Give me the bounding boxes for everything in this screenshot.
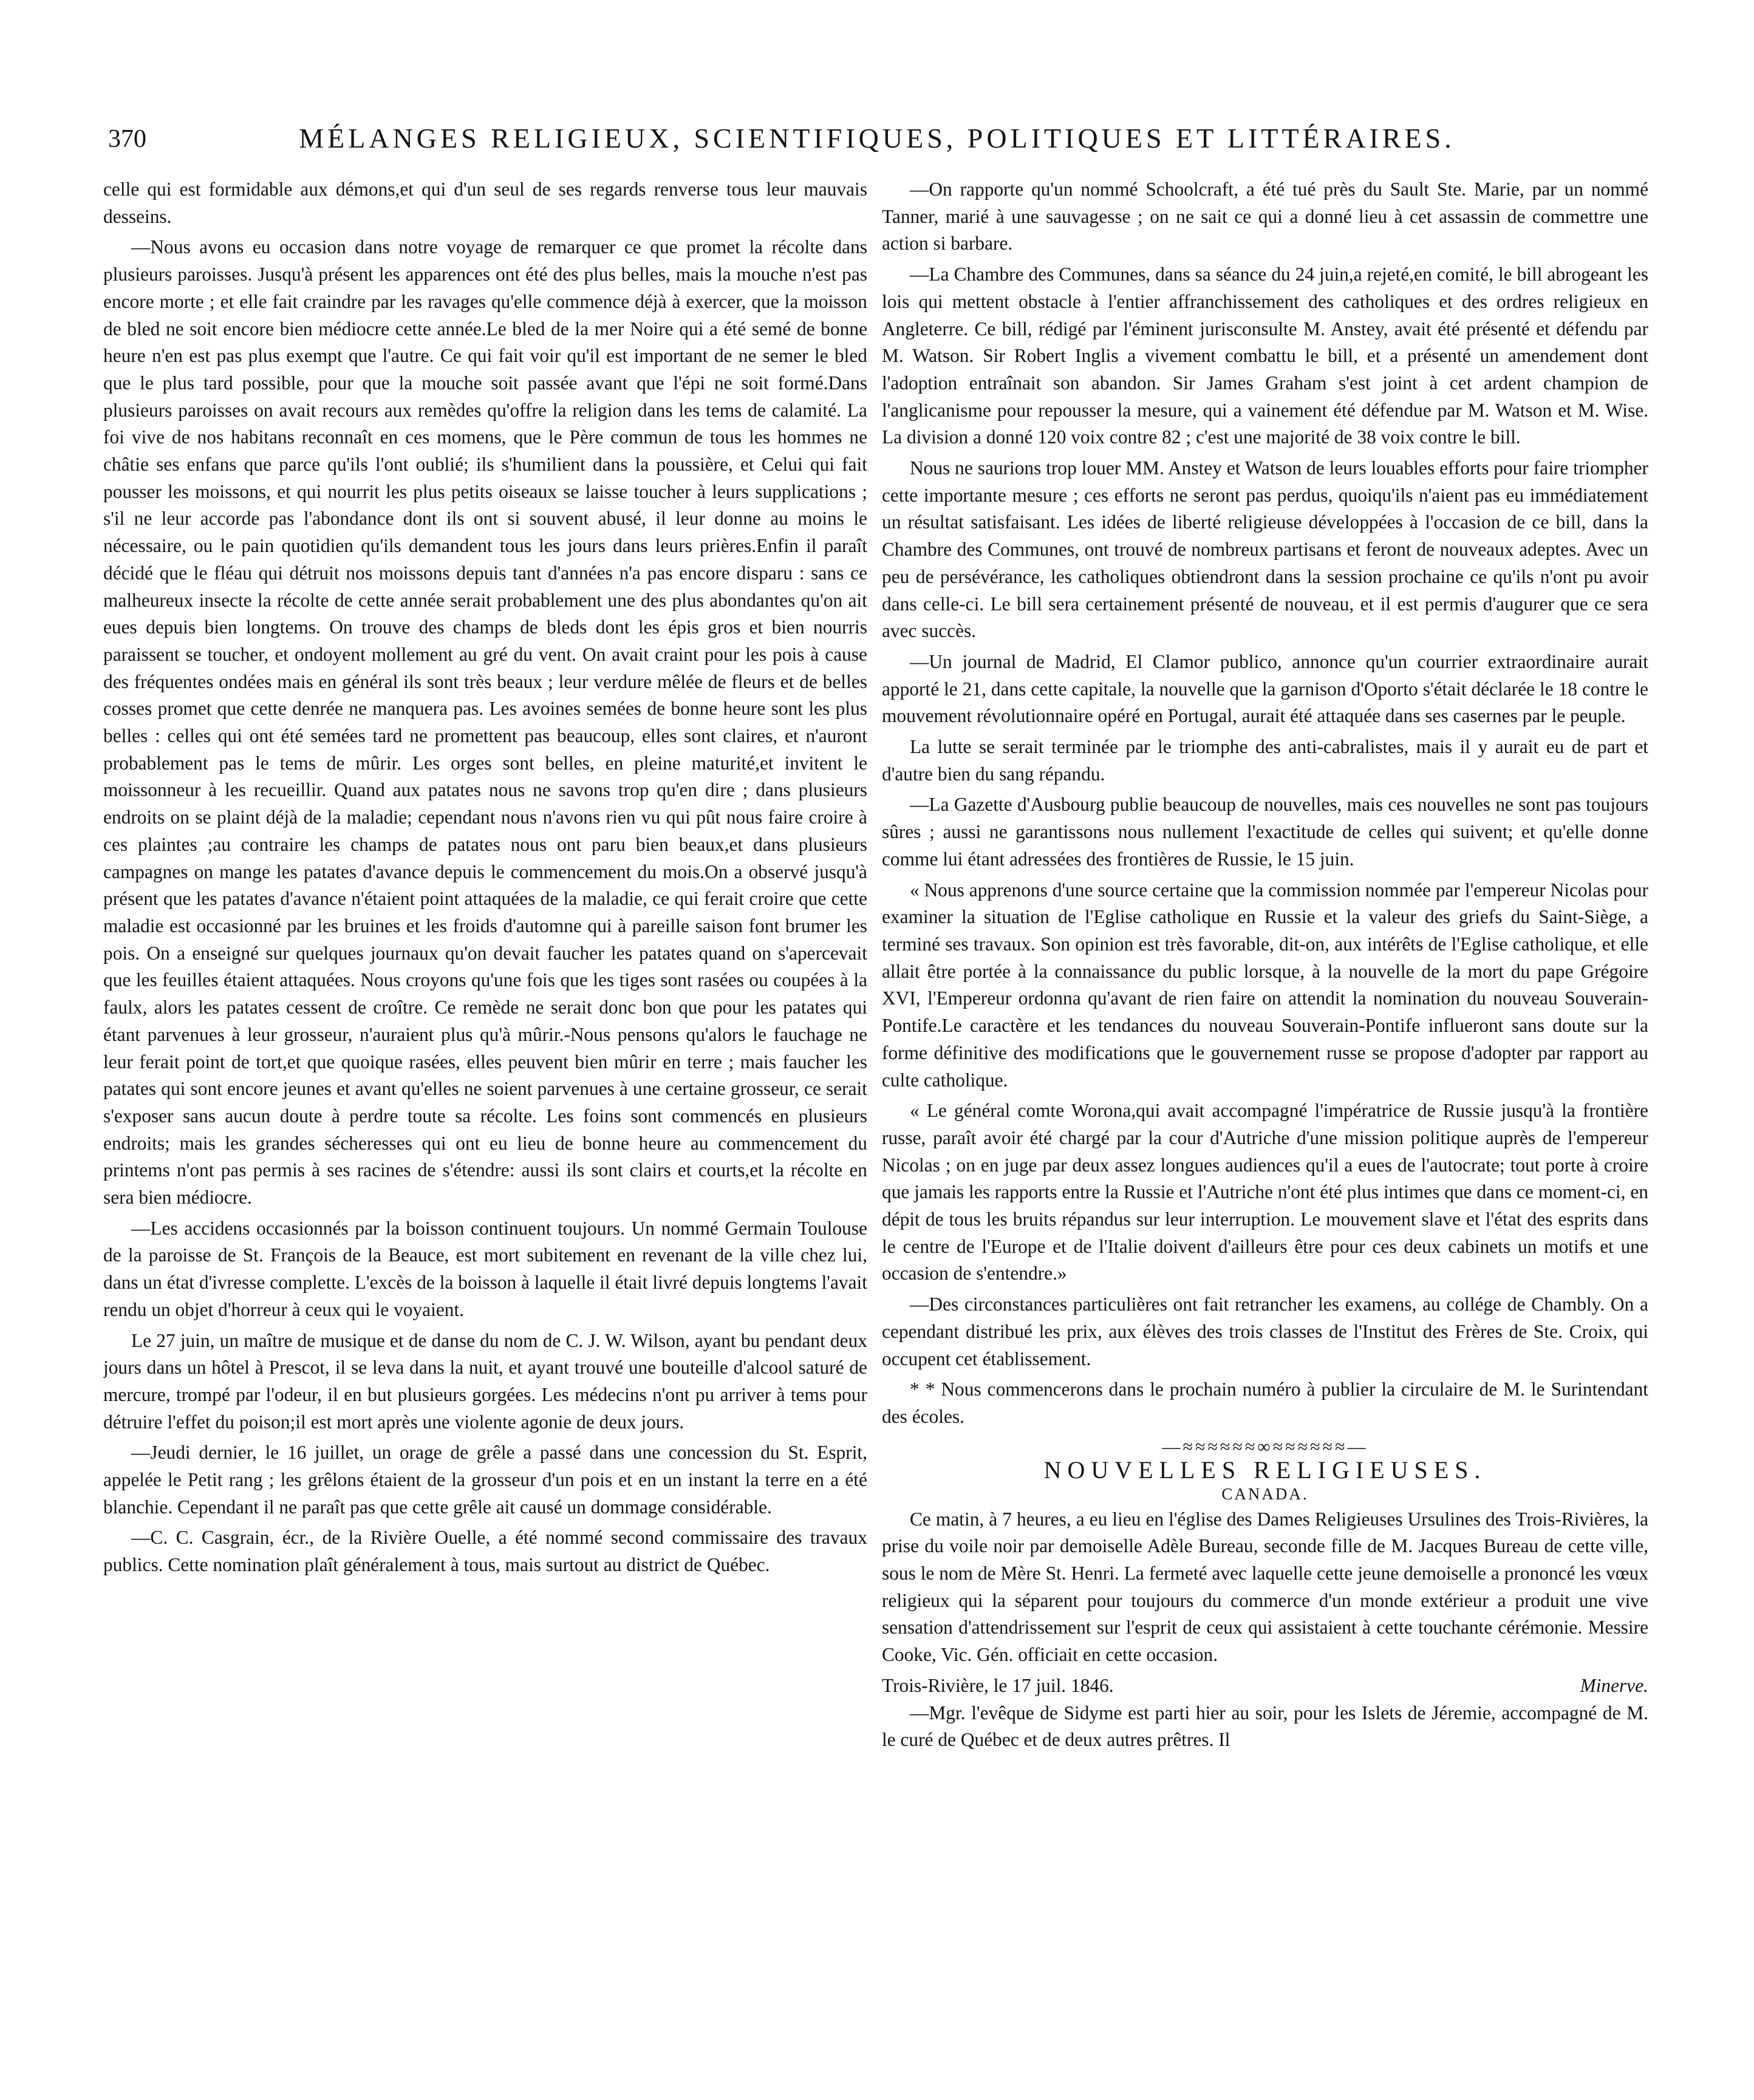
article-paragraph: —Mgr. l'evêque de Sidyme est parti hier au soir, pour les Islets de Jéremie, accompagné de M. le curé de Québec et de deux autres prêtres. Il — [882, 1702, 1648, 1751]
article-paragraph: —C. C. Casgrain, écr., de la Rivière Ouelle, a été nommé second commissaire des travaux publics. Cette nomination plaît généralement à tous, mais surtout au district de Québec. — [103, 1527, 867, 1576]
article-paragraph: —Les accidens occasionnés par la boisson continuent toujours. Un nommé Germain Toulouse de la paroisse de St. François de la Beauce, est mort subitement en revenant de la ville chez lui, dans un état d'ivresse complette. L'excès de la boisson à laquelle il était livré depuis longtems l'avait rendu un objet d'horreur à ceux qui le voyaient. — [103, 1217, 867, 1320]
signature-source: Minerve. — [1580, 1674, 1648, 1696]
article-paragraph: —La Gazette d'Ausbourg publie beaucoup de nouvelles, mais ces nouvelles ne sont pas toujours sûres ; aussi ne garantissons nous nullement l'exactitude de celles qui suivent; et qu'elle donne comme lui étant adressées des frontières de Russie, le 15 juin. — [882, 794, 1648, 870]
section-ornament: —≈≈≈≈≈≈∞≈≈≈≈≈≈— — [1162, 1436, 1368, 1457]
section-title: NOUVELLES RELIGIEUSES. — [1043, 1456, 1487, 1484]
article-paragraph: —Un journal de Madrid, El Clamor publico, annonce qu'un courrier extraordinaire aurait apporté le 21, dans cette capitale, la nouvelle que la garnison d'Oporto s'était déclarée le 18 contre le mouvement révolutionnaire opéré en Portugal, aurait été attaquée dans ses casernes par le peuple. — [882, 650, 1648, 727]
article-paragraph: * * Nous commencerons dans le prochain numéro à publier la circulaire de M. le Surintendant des écoles. — [882, 1379, 1648, 1427]
article-paragraph: Le 27 juin, un maître de musique et de danse du nom de C. J. W. Wilson, ayant bu pendant deux jours dans un hôtel à Prescot, il se leva dans la nuit, et ayant trouvé une bouteille d'alcool saturé de mercure, trompé par l'odeur, il en but plusieurs gorgées. Les médecins n'ont pu arriver à tems pour détruire l'effet du poison;il est mort après une violente agonie de deux jours. — [103, 1329, 867, 1433]
signature-line — [882, 1672, 1648, 1700]
article-paragraph: La lutte se serait terminée par le triomphe des anti-cabralistes, mais il y aurait eu de part et d'autre bien du sang répandu. — [882, 736, 1648, 785]
page-header — [0, 118, 1754, 155]
article-paragraph: —On rapporte qu'un nommé Schoolcraft, a été tué près du Sault Ste. Marie, par un nommé Tanner, marié à une sauvagesse ; on ne sait ce qui a donné lieu à cet assassin de commettre une action si barbare. — [882, 179, 1648, 254]
page-number: 370 — [108, 125, 146, 153]
article-paragraph: —Des circonstances particulières ont fait retrancher les examens, au collége de Chambly. On a cependant distribué les prix, aux élèves des trois classes de l'Institut des Frères de Ste. Croix, qui occupent cet établissement. — [882, 1294, 1648, 1369]
article-paragraph: « Nous apprenons d'une source certaine que la commission nommée par l'empereur Nicolas pour examiner la situation de l'Eglise catholique en Russie et la valeur des griefs du Saint-Siège, a terminé ses travaux. Son opinion est très favorable, dit-on, aux intérêts de l'Eglise catholique, et elle allait être portée à la connaissance du public lorsque, à la nouvelle de la mort du pape Grégoire XVI, l'Empereur ordonna qu'avant de rien faire on attendit la nomination du nouveau Souverain-Pontife.Le caractère et les tendances du nouveau Souverain-Pontife influeront sans doute sur la forme définitive des modifications que le gouvernement russe se propose d'adopter par rapport au culte catholique. — [882, 879, 1648, 1091]
left-column — [103, 176, 867, 2089]
section-subtitle: CANADA. — [1221, 1484, 1309, 1503]
signature-place: Trois-Rivière, le 17 juil. 1846. — [882, 1674, 1114, 1696]
article-paragraph: « Le général comte Worona,qui avait accompagné l'impératrice de Russie jusqu'à la frontière russe, paraît avoir été chargé par la cour d'Autriche d'une mission politique auprès de l'empereur Nicolas ; on en juge par deux assez longues audiences qu'il a eues de l'autocrate; tout porte à croire que jamais les rapports entre la Russie et l'Autriche n'ont été plus intimes que dans ce moment-ci, en dépit de tous les bruits répandus sur leur interruption. Le mouvement slave et l'état des esprits dans le centre de l'Europe et de l'Italie doivent d'ailleurs être pour ces deux cabinets un motifs et une occasion de s'entendre.» — [882, 1100, 1648, 1284]
article-paragraph: Nous ne saurions trop louer MM. Anstey et Watson de leurs louables efforts pour faire triompher cette importante mesure ; ces efforts ne seront pas perdus, quoiqu'ils n'aient pas eu immédiatement un résultat satisfaisant. Les idées de liberté religieuse développées à l'occasion de ce bill, dans la Chambre des Communes, ont trouvé de nombreux partisans et feront de nouveaux adeptes. Avec un peu de persévérance, les catholiques obtiendront dans la session prochaine ce qu'ils n'ont pu avoir dans celle-ci. Le bill sera certainement présenté de nouveau, et il est permis d'augurer que ce sera avec succès. — [882, 457, 1648, 642]
article-paragraph: —Nous avons eu occasion dans notre voyage de remarquer ce que promet la récolte dans plusieurs paroisses. Jusqu'à présent les apparences ont été des plus belles, mais la mouche n'est pas encore morte ; et elle fait craindre par les ravages qu'elle commence déjà à exercer, que la moisson de bled ne soit encore bien médiocre cette année.Le bled de la mer Noire qui a été semé de bonne heure n'en est pas plus exempt que l'autre. Ce qui fait voir qu'il est important de ne semer le bled que le plus tard possible, pour que la mouche soit passée avant que l'épi ne soit formé.Dans plusieurs paroisses on avait recours aux remèdes qu'offre la religion dans les tems de calamité. La foi vive de nos habitans reconnaît en ces momens, que le Père commun de tous les hommes ne châtie ses enfans que parce qu'ils l'ont oublié; ils s'humilient dans la poussière, et Celui qui fait pousser les moissons, et qui nourrit les plus petits oiseaux se laisse toucher à leurs supplications ; s'il ne leur accorde pas l'abondance dont ils ont si souvent abusé, il leur donne au moins le nécessaire, ou le pain quotidien qu'ils demandent tous les jours dans leurs prières.Enfin il paraît décidé que le fléau qui détruit nos moissons depuis tant d'années n'a pas encore disparu : sans ce malheureux insecte la récolte de cette année serait probablement une des plus abondantes qu'on ait eues depuis bien longtems. On trouve des champs de bleds dont les épis gros et bien nourris paraissent se toucher, et ondoyent mollement au gré du vent. On avait craint pour les pois à cause des fréquentes ondées mais en général ils sont très beaux ; leur verdure mêlée de fleurs et de belles cosses promet que cette denrée ne manquera pas. Les avoines semées de bonne heure sont les plus belles : celles qui ont été semées tard ne promettent pas beaucoup, elles sont claires, et n'auront probablement pas le tems de mûrir. Les orges sont belles, en pleine maturité,et invitent le moissonneur à les recueillir. Quand aux patates nous ne savons trop qu'en dire ; dans plusieurs endroits on se plaint déjà de la maladie; cependant nous n'avons rien vu qui pût nous faire croire à ces plaintes ;au contraire les champs de patates nous ont paru bien beaux,et dans plusieurs campagnes on mange les patates d'avance depuis le commencement du mois.On a observé jusqu'à présent que les patates d'avance n'étaient point attaquées de la maladie, ce qui ferait croire que cette maladie est occasionné par les bruines et les froids d'automne qui à pareille saison font brumer les pois. On a enseigné sur quelques journaux qu'on devait faucher les patates quand on s'apercevait que les feuilles étaient attaquées. Nous croyons qu'une fois que les tiges sont rasées ou coupées à la faulx, alors les patates cessent de croître. Ce remède ne serait donc bon que pour les patates qui étant parvenues à leur grosseur, n'auraient plus qu'à mûrir.-Nous pensons qu'alors le fauchage ne leur ferait point de tort,et que quoique rasées, elles peuvent bien mûrir en terre ; mais faucher les patates qui sont encore jeunes et avant qu'elles ne soient parvenues à une certaine grosseur, ce serait s'exposer sans aucun doute à perdre toute sa récolte. Les foins sont commencés en plusieurs endroits; mais les grandes sécheresses qui ont eu lieu de bonne heure au commencement du printems n'ont pas permis à ses racines de s'étendre: aussi ils sont clairs et courts,et la récolte en sera bien médiocre. — [103, 236, 867, 1209]
article-paragraph: Ce matin, à 7 heures, a eu lieu en l'église des Dames Religieuses Ursulines des Trois-Rivières, la prise du voile noir par demoiselle Adèle Bureau, seconde fille de M. Jacques Bureau de cette ville, sous le nom de Mère St. Henri. La fermeté avec laquelle cette jeune demoiselle a prononcé les vœux religieux qui la séparent pour toujours du commerce d'un monde extérieur a produit une vive sensation d'attendrissement sur l'esprit de ceux qui assistaient à cette touchante cérémonie. Messire Cooke, Vic. Gén. officiait en cette occasion. — [882, 1508, 1648, 1666]
article-paragraph: —La Chambre des Communes, dans sa séance du 24 juin,a rejeté,en comité, le bill abrogeant les lois qui mettent obstacle à l'entier affranchissement des catholiques et des ordres religieux en Angleterre. Ce bill, rédigé par l'éminent jurisconsulte M. Anstey, avait été présenté et défendu par M. Watson. Sir Robert Inglis a vivement combattu le bill, et a présenté un amendement dont l'adoption entraînait son abandon. Sir James Graham s'est joint à cet ardent champion de l'anglicanisme pour repousser la mesure, qui a vainement été défendue par M. Watson et M. Wise. La division a donné 120 voix contre 82 ; c'est une majorité de 38 voix contre le bill. — [882, 264, 1648, 448]
article-paragraph: —Jeudi dernier, le 16 juillet, un orage de grêle a passé dans une concession du St. Esprit, appelée le Petit rang ; les grêlons étaient de la grosseur d'un pois et en un instant la terre en a été blanchie. Cependant il ne paraît pas que cette grêle ait causé un dommage considérable. — [103, 1442, 867, 1518]
right-column — [882, 176, 1648, 2089]
article-paragraph: celle qui est formidable aux démons,et qui d'un seul de ses regards renverse tous leur mauvais desseins. — [103, 179, 867, 227]
running-title: MÉLANGES RELIGIEUX, SCIENTIFIQUES, POLITIQUES ET LITTÉRAIRES. — [299, 123, 1455, 154]
